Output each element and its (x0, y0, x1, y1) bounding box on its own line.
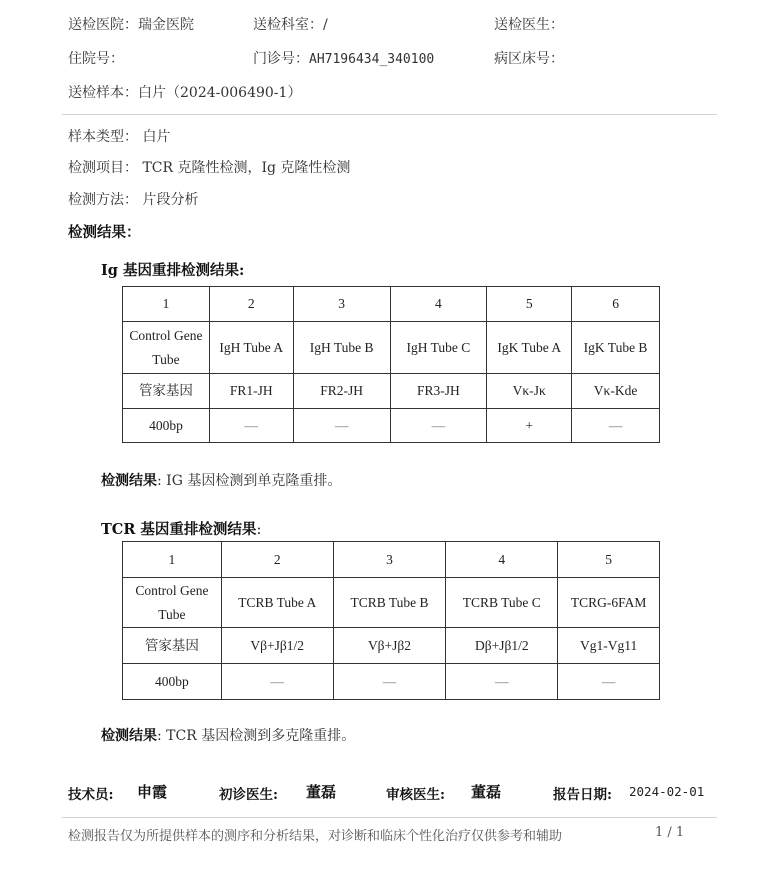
table-cell: IgH Tube B (293, 322, 390, 374)
test-method-label: 检测方法： (68, 192, 138, 208)
tcr-conclusion-text: : TCR 基因检测到多克隆重排。 (157, 728, 356, 744)
table-cell: 3 (333, 542, 446, 578)
table-cell: Control Gene Tube (123, 322, 210, 374)
doctor-label: 送检医生： (494, 17, 564, 33)
header-divider (62, 114, 717, 115)
table-cell: FR3-JH (390, 374, 487, 409)
sample-label: 送检样本： (68, 85, 138, 101)
report-date-value: 2024-02-01 (629, 784, 705, 799)
table-cell: TCRB Tube A (221, 578, 333, 628)
table-cell: Vβ+Jβ1/2 (221, 628, 333, 664)
table-row (123, 578, 660, 628)
table-row (123, 287, 660, 322)
table-cell: IgK Tube A (487, 322, 572, 374)
ig-conclusion-text: : IG 基因检测到单克隆重排。 (157, 473, 342, 489)
table-cell: 1 (123, 542, 222, 578)
table-row (123, 628, 660, 664)
table-cell: TCRB Tube C (446, 578, 558, 628)
table-cell: 管家基因 (123, 628, 222, 664)
ig-results-table (122, 286, 660, 443)
table-cell: Dβ+Jβ1/2 (446, 628, 558, 664)
table-row (123, 374, 660, 409)
table-cell: 2 (209, 287, 293, 322)
review-doctor-name: 董磊 (471, 783, 502, 801)
table-cell: + (487, 409, 572, 443)
outpatient-field (253, 48, 434, 68)
table-cell: — (333, 664, 446, 700)
tcr-conclusion-label: 检测结果 (101, 728, 157, 744)
test-method-field (68, 189, 198, 209)
hospital-field (68, 14, 194, 34)
table-cell: FR1-JH (209, 374, 293, 409)
table-cell: 4 (390, 287, 487, 322)
test-items-value: TCR 克隆性检测，Ig 克隆性检测 (142, 160, 351, 176)
test-items-label: 检测项目： (68, 160, 138, 176)
outpatient-label: 门诊号： (253, 51, 309, 67)
table-cell: — (446, 664, 558, 700)
table-row (123, 409, 660, 443)
bed-field (494, 48, 564, 68)
initial-doctor-label: 初诊医生: (219, 787, 278, 803)
page-indicator: 1 / 1 (655, 825, 685, 840)
table-cell: 3 (293, 287, 390, 322)
tcr-section-title: TCR 基因重排检测结果 (101, 521, 257, 538)
table-cell: — (572, 409, 660, 443)
table-cell: 400bp (123, 409, 210, 443)
initial-doctor-name: 董磊 (306, 783, 337, 801)
sample-type-label: 样本类型： (68, 129, 138, 145)
inpatient-field (68, 48, 124, 68)
outpatient-value: AH7196434_340100 (309, 52, 435, 67)
review-doctor-label: 审核医生: (386, 787, 445, 803)
test-items-field (68, 157, 350, 177)
report-date-label: 报告日期: (553, 787, 612, 803)
table-cell: Vκ-Jκ (487, 374, 572, 409)
table-row (123, 322, 660, 374)
ig-conclusion-label: 检测结果 (101, 473, 157, 489)
department-field (253, 14, 328, 34)
table-cell: 6 (572, 287, 660, 322)
results-heading: 检测结果： (68, 224, 141, 241)
department-label: 送检科室： (253, 17, 323, 33)
bed-label: 病区床号： (494, 51, 564, 67)
sample-field (68, 82, 301, 102)
table-cell: Vκ-Kde (572, 374, 660, 409)
hospital-value: 瑞金医院 (138, 17, 194, 33)
table-cell: 2 (221, 542, 333, 578)
tcr-conclusion (101, 725, 355, 745)
doctor-field (494, 14, 564, 34)
sample-value: 白片（2024-006490-1） (138, 85, 302, 101)
table-cell: 管家基因 (123, 374, 210, 409)
table-cell: Vg1-Vg11 (558, 628, 660, 664)
table-cell: 5 (558, 542, 660, 578)
tcr-section-title-wrap (101, 518, 261, 539)
table-cell: 1 (123, 287, 210, 322)
test-method-value: 片段分析 (142, 192, 199, 208)
sample-type-value: 白片 (142, 129, 171, 145)
hospital-label: 送检医院： (68, 17, 138, 33)
table-cell: TCRB Tube B (333, 578, 446, 628)
table-cell: — (558, 664, 660, 700)
tcr-section-title-colon: : (256, 522, 262, 538)
table-cell: 4 (446, 542, 558, 578)
table-cell: Control Gene Tube (123, 578, 222, 628)
table-cell: IgK Tube B (572, 322, 660, 374)
department-value: / (323, 17, 328, 33)
table-cell: 400bp (123, 664, 222, 700)
tcr-results-table (122, 541, 660, 700)
table-cell: — (390, 409, 487, 443)
table-row (123, 542, 660, 578)
table-row (123, 664, 660, 700)
footer-divider (62, 817, 717, 818)
table-cell: IgH Tube A (209, 322, 293, 374)
ig-section-title: Ig 基因重排检测结果: (101, 262, 245, 279)
table-cell: — (209, 409, 293, 443)
table-cell: FR2-JH (293, 374, 390, 409)
footer-disclaimer: 检测报告仅为所提供样本的测序和分析结果，对诊断和临床个性化治疗仅供参考和辅助 (68, 829, 563, 844)
sample-type-field (68, 126, 170, 146)
table-cell: Vβ+Jβ2 (333, 628, 446, 664)
table-cell: — (221, 664, 333, 700)
table-cell: TCRG-6FAM (558, 578, 660, 628)
table-cell: — (293, 409, 390, 443)
technician-name: 申霞 (137, 783, 168, 801)
technician-label: 技术员: (68, 787, 114, 803)
table-cell: IgH Tube C (390, 322, 487, 374)
ig-conclusion (101, 470, 341, 490)
table-cell: 5 (487, 287, 572, 322)
inpatient-label: 住院号： (68, 51, 124, 67)
